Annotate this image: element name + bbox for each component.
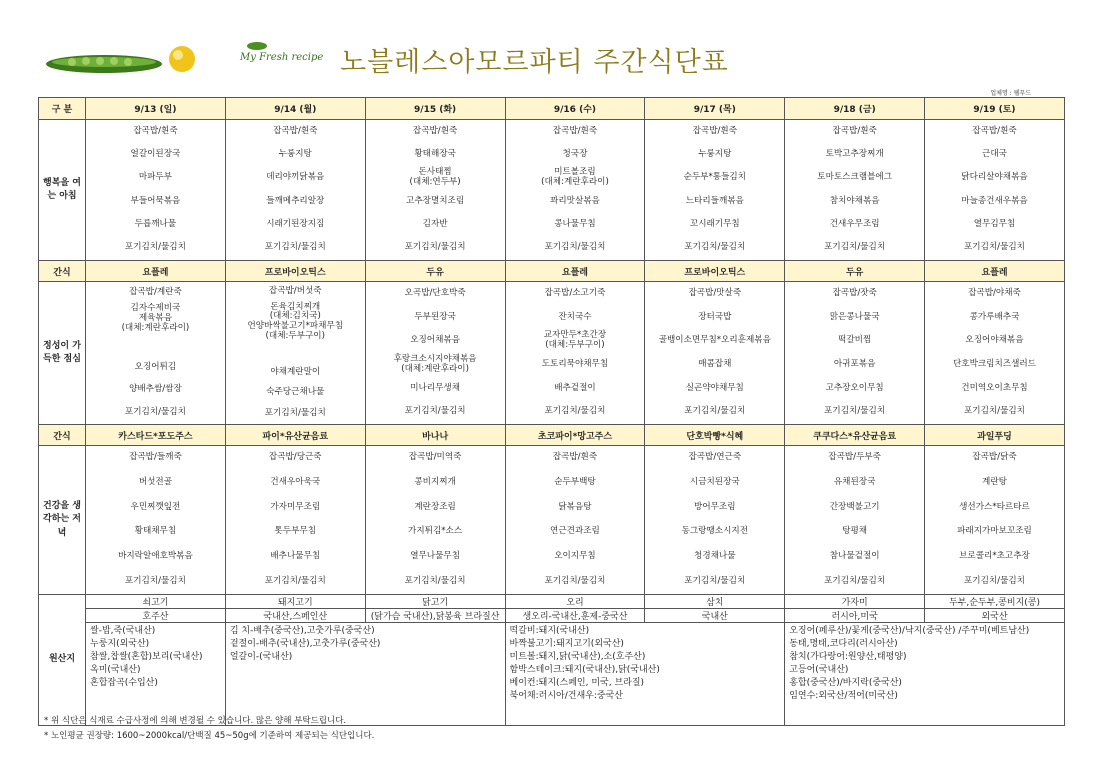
menu-item: 배추겉절이 [554, 382, 596, 393]
menu-item: 포기김치/물김치 [124, 575, 186, 586]
menu-item: 오징어채볶음 [410, 335, 461, 346]
menu-item: 포기김치/물김치 [684, 406, 746, 417]
origin-source: 국내산 [645, 609, 785, 623]
origin-detail: 김 치-배추(중국산),고춧가루(중국산) [229, 626, 375, 636]
menu-item: 고추장멸치조림 [406, 195, 465, 206]
lunch-day-cell [86, 282, 226, 425]
menu-item: 건미역오이초무침 [961, 382, 1028, 393]
menu-item: 맑은콩나물국 [829, 311, 880, 322]
menu-item: 잡곡밥/흰죽 [552, 125, 598, 136]
menu-item: 김자반 [422, 219, 448, 230]
origin-detail: 동태,명태,코다리(러시아산) [789, 639, 898, 649]
menu-item: 가지튀김*소스 [408, 526, 463, 537]
menu-item: 실곤약야채무침 [685, 382, 744, 393]
menu-item: 잡곡밥/흰죽 [972, 125, 1017, 136]
menu-item: 포기김치/물김치 [404, 242, 466, 253]
origin-category: 가자미 [785, 595, 925, 609]
menu-item: 야채계란말이 [270, 366, 321, 377]
menu-item [226, 342, 365, 363]
menu-item: 느타리들깨볶음 [685, 195, 744, 206]
origin-detail: 쌀-밥,죽(국내산) [90, 626, 156, 636]
origin-category: 닭고기 [365, 595, 505, 609]
leaf-icon [246, 40, 268, 52]
snack-item: 카스타드*포도주스 [86, 425, 226, 446]
menu-item: 연근견과조림 [550, 526, 600, 537]
menu-item: 우민찌깻잎전 [130, 501, 181, 512]
menu-item: 잡곡밥/야채죽 [968, 287, 1021, 298]
menu-item: 양배추쌈/쌈장 [129, 384, 182, 395]
menu-item: 포기김치/물김치 [404, 575, 466, 586]
menu-item: 부들어묵볶음 [130, 195, 181, 206]
menu-item: 포기김치/물김치 [264, 242, 326, 253]
menu-item: 시래기된장지짐 [266, 219, 325, 230]
snack-item: 두유 [785, 261, 925, 282]
menu-item: 버섯전골 [138, 477, 173, 488]
menu-item: 바지락알애호박볶음 [118, 551, 193, 562]
menu-item: 포기김치/물김치 [684, 575, 746, 586]
menu-item: 가자미무조림 [270, 501, 321, 512]
origin-source: 국내산,스페인산 [225, 609, 365, 623]
dinner-day-cell [925, 446, 1065, 595]
snack-label: 간식 [39, 261, 86, 282]
menu-item: 열무나물무침 [410, 551, 461, 562]
day-header: 9/15 (화) [365, 98, 505, 120]
origin-detail: 오징어(페루산)/꽃게(중국산)/낙지(중국산) /주꾸미(베트남산) [789, 626, 1030, 636]
menu-item: 잡곡밥/흰죽 [273, 125, 318, 136]
menu-item: 누룽지탕 [278, 149, 312, 160]
origin-detail: 북어채:러시아/건새우:중국산 [509, 691, 623, 701]
menu-item: 미나리무생채 [410, 382, 461, 393]
snack-item: 바나나 [365, 425, 505, 446]
menu-item: 닭다리살야채볶음 [961, 172, 1028, 183]
origin-category: 쇠고기 [86, 595, 226, 609]
menu-item: 황태해장국 [414, 149, 456, 160]
breakfast-label: 행복을 여는 아침 [39, 120, 86, 261]
origin-detail: 참쌀,찹쌀(혼합)보리(국내산) [90, 652, 203, 662]
dinner-day-cell [365, 446, 505, 595]
origin-detail: 겉절이-배추(국내산),고춧가루(중국산) [229, 639, 381, 649]
origin-detail: 미트볼:돼지,닭(국내산),소(호주산) [509, 652, 646, 662]
menu-item: 참치야채볶음 [829, 195, 880, 206]
menu-item: 잡곡밥/흰죽 [692, 125, 737, 136]
menu-item: 방어무조림 [694, 501, 736, 512]
menu-item: 잡곡밥/연근죽 [688, 452, 742, 463]
origin-source: 외국산 [925, 609, 1065, 623]
snack-item: 파이*유산균음료 [225, 425, 365, 446]
breakfast-day-cell [505, 120, 645, 261]
header-label: 구 분 [39, 98, 86, 120]
menu-item: 잡곡밥/당근죽 [268, 452, 322, 463]
menu-item: 떡갈비찜 [838, 335, 872, 346]
origin-detail: 얼갈이-(국내산) [229, 652, 293, 662]
menu-item: 콩비지찌개 [414, 477, 456, 488]
menu-item: 마늘종건새우볶음 [961, 195, 1028, 206]
menu-item: 단호박크림치즈샐러드 [952, 358, 1036, 369]
brand-name: My Fresh recipe [240, 52, 324, 63]
menu-item: 들깨메추리알장 [266, 195, 325, 206]
menu-item: 탕평채 [842, 526, 868, 537]
menu-item: 황태채무침 [134, 526, 177, 537]
page-title: 노블레스아모르파티 주간식단표 [340, 47, 729, 78]
menu-item: 잔치국수 [558, 311, 592, 322]
origin-detail: 바짝불고기:돼지고기(외국산) [509, 639, 624, 649]
origin-source: 러시아,미국 [785, 609, 925, 623]
snack-item: 초코파이*망고주스 [505, 425, 645, 446]
menu-item: 잡곡밥/들깨죽 [129, 452, 182, 463]
menu-item: 잡곡밥/닭죽 [972, 452, 1017, 463]
menu-item: 청경채나물 [694, 551, 736, 562]
menu-item: 열무김무침 [973, 219, 1016, 230]
origin-detail: 혼합잡곡(수입산) [90, 678, 158, 688]
menu-item: 오곡밥/단호박죽 [404, 287, 466, 298]
menu-item: 토마토스크램블에그 [817, 172, 892, 183]
menu-item: 간장백불고기 [829, 501, 880, 512]
snack-item: 과일푸딩 [925, 425, 1065, 446]
origin-detail: 베이컨:돼지(스페인, 미국, 브라질) [509, 678, 645, 688]
dinner-day-cell [86, 446, 226, 595]
menu-item: 김자수제비국 제육볶음 (대체:계란후라이) [121, 303, 190, 334]
menu-item: 데리야끼닭볶음 [266, 172, 325, 183]
menu-item: 아귀포볶음 [833, 358, 876, 369]
menu-item: 미트볼조림 (대체:계란후라이) [541, 167, 609, 188]
breakfast-day-cell [365, 120, 505, 261]
origin-detail: 고등어(국내산) [789, 665, 849, 675]
menu-item: 콩나물무침 [554, 219, 596, 230]
day-header: 9/18 (금) [785, 98, 925, 120]
menu-item: 누룽지탕 [698, 149, 732, 160]
snack-item: 요플레 [925, 261, 1065, 282]
green-pea-logo [42, 44, 212, 80]
snack-item: 요플레 [86, 261, 226, 282]
origin-detail: 홍합(중국산)/바지락(중국산) [789, 678, 902, 688]
menu-item: 얼갈이된장국 [130, 149, 181, 160]
menu-item: 잡곡밥/흰죽 [552, 452, 598, 463]
snack-item: 프로바이오틱스 [225, 261, 365, 282]
breakfast-day-cell [785, 120, 925, 261]
menu-item: 잡곡밥/흰죽 [133, 125, 178, 136]
menu-item: 후랑크소시지야채볶음 (대체:계란후라이) [393, 353, 477, 374]
snack-item: 요플레 [505, 261, 645, 282]
origin-detail-cell [785, 623, 1065, 726]
origin-source: 호주산 [86, 609, 226, 623]
menu-item: 장터국밥 [698, 311, 732, 322]
menu-item: 잡곡밥/흰죽 [832, 125, 877, 136]
menu-item: 계란탕 [982, 477, 1007, 488]
menu-item: 생선가스*타르타르 [959, 501, 1030, 512]
menu-item: 숙주당근채나물 [266, 387, 325, 398]
notes [44, 714, 374, 744]
menu-item: 포기김치/물김치 [684, 242, 746, 253]
menu-item: 포기김치/물김치 [963, 406, 1025, 417]
menu-item: 배추나물무침 [270, 551, 321, 562]
origin-detail: 떡갈비:돼지(국내산) [509, 626, 590, 636]
lunch-day-cell [225, 282, 365, 425]
lunch-label: 정성이 가득한 점심 [39, 282, 86, 425]
menu-item: 유채된장국 [833, 477, 876, 488]
company-label: 업체명 : 웰푸드 [990, 90, 1031, 97]
lunch-day-cell [785, 282, 925, 425]
snack-label: 간식 [39, 425, 86, 446]
lunch-day-cell [925, 282, 1065, 425]
menu-item: 포기김치/물김치 [124, 406, 186, 417]
menu-item: 시금치된장국 [689, 477, 740, 488]
menu-item: 잡곡밥/미역죽 [408, 452, 462, 463]
menu-item: 브로콜리*초고추장 [959, 551, 1030, 562]
snack-item: 프로바이오틱스 [645, 261, 785, 282]
menu-item: 골뱅이소면무침*오리훈제볶음 [658, 335, 771, 346]
menu-item: 계란장조림 [414, 501, 456, 512]
menu-item: 마파두부 [138, 172, 173, 183]
menu-item: 파래지가마보꼬조림 [957, 526, 1032, 537]
breakfast-day-cell [925, 120, 1065, 261]
menu-item: 건새우아욱국 [270, 477, 321, 488]
weekly-menu-table [38, 97, 1065, 726]
lunch-day-cell [645, 282, 785, 425]
breakfast-day-cell [86, 120, 226, 261]
menu-item: 교자만두*초간장 (대체:두부구이) [543, 330, 607, 351]
menu-item: 잡곡밥/맛살죽 [688, 287, 742, 298]
origin-category: 삼치 [645, 595, 785, 609]
origin-category: 두부,순두부,콩비지(콩) [925, 595, 1065, 609]
origin-source: (닭가슴 국내산),닭봉육 브라질산 [365, 609, 505, 623]
menu-item: 포기김치/물김치 [264, 575, 326, 586]
menu-item: 두릅깨나물 [134, 219, 177, 230]
menu-item: 포기김치/물김치 [544, 242, 606, 253]
menu-item: 포기김치/물김치 [824, 406, 886, 417]
menu-item: 포기김치/물김치 [824, 242, 886, 253]
menu-item: 포기김치/물김치 [404, 406, 466, 417]
menu-item: 포기김치/물김치 [124, 242, 186, 253]
day-header: 9/17 (목) [645, 98, 785, 120]
snack-item: 단호박빵*식혜 [645, 425, 785, 446]
menu-item: 오이지무침 [554, 551, 596, 562]
lunch-day-cell [365, 282, 505, 425]
menu-item: 돈사태찜 (대체:연두부) [409, 167, 461, 188]
menu-item: 두부된장국 [414, 311, 456, 322]
note-line: * 노인평균 권장량: 1600~2000kcal/단백질 45~50g에 기준하여 제공되는 식단입니다. [44, 731, 375, 741]
menu-item: 포기김치/물김치 [824, 575, 886, 586]
origin-detail: 옥미(국내산) [90, 665, 141, 675]
menu-item: 잡곡밥/흰죽 [412, 125, 458, 136]
day-header: 9/13 (일) [86, 98, 226, 120]
dinner-day-cell [645, 446, 785, 595]
menu-item: 순두부*통들김치 [683, 172, 746, 183]
snack-item: 쿠쿠다스*유산균음료 [785, 425, 925, 446]
origin-detail: 함박스테이크:돼지(국내산),닭(국내산) [509, 665, 660, 675]
menu-item: 오징어튀김 [134, 361, 177, 372]
origin-detail: 누룽지(외국산) [90, 639, 150, 649]
origin-detail-cell [86, 623, 226, 726]
menu-item: 잡곡밥/잣죽 [832, 287, 877, 298]
menu-item: 잡곡밥/두부죽 [828, 452, 881, 463]
menu-item: 동그랑땡소시지전 [681, 526, 748, 537]
origin-detail-cell [505, 623, 785, 726]
menu-item: 잡곡밥/소고기죽 [544, 287, 606, 298]
menu-item [86, 334, 225, 356]
menu-item: 잡곡밥/버섯죽 [268, 286, 322, 297]
menu-item: 포기김치/물김치 [264, 407, 326, 418]
menu-item: 톳두부무침 [274, 526, 317, 537]
dinner-day-cell [785, 446, 925, 595]
dinner-day-cell [505, 446, 645, 595]
menu-item: 고추장오이무침 [825, 382, 884, 393]
origin-source: 생오리-국내산,훈제-중국산 [505, 609, 645, 623]
origin-detail-cell [225, 623, 505, 726]
origin-detail: 임연수:외국산/적어(미국산) [789, 691, 898, 701]
origin-category: 오리 [505, 595, 645, 609]
menu-item: 포기김치/물김치 [544, 406, 606, 417]
day-header: 9/16 (수) [505, 98, 645, 120]
menu-item: 꽈리맛살볶음 [550, 195, 600, 206]
breakfast-day-cell [225, 120, 365, 261]
lunch-day-cell [505, 282, 645, 425]
menu-item: 청국장 [562, 149, 588, 160]
menu-item: 근대국 [982, 149, 1007, 160]
menu-item: 포기김치/물김치 [963, 575, 1025, 586]
menu-item: 돈육김치찌개 (대체:김치국) 언양바싹불고기*파채무침 (대체:두부구이) [247, 301, 344, 342]
menu-item: 매콤잡채 [698, 358, 732, 369]
menu-item: 건새우무조림 [829, 219, 880, 230]
menu-item: 포기김치/물김치 [544, 575, 606, 586]
snack-item: 두유 [365, 261, 505, 282]
menu-item: 토박고추장찌개 [825, 149, 884, 160]
origin-category: 돼지고기 [225, 595, 365, 609]
menu-item: 참나물겉절이 [829, 551, 880, 562]
day-header: 9/14 (월) [225, 98, 365, 120]
menu-item: 닭볶음탕 [558, 501, 592, 512]
menu-item: 순두부백탕 [554, 477, 596, 488]
note-line: * 위 식단은 식재료 수급사정에 의해 변경될 수 있습니다. 많은 양해 부탁드립니다. [44, 716, 347, 726]
origin-detail: 참치(가다랑어:원양산,태평양) [789, 652, 907, 662]
dinner-label: 건강을 생각하는 저녁 [39, 446, 86, 595]
menu-item: 포기김치/물김치 [963, 242, 1025, 253]
menu-item: 꼬시래기무침 [689, 219, 740, 230]
menu-item: 도토리묵야채무침 [541, 358, 609, 369]
dinner-day-cell [225, 446, 365, 595]
menu-item: 콩가루배추국 [969, 311, 1020, 322]
menu-item: 오징어야채볶음 [965, 335, 1024, 346]
menu-item: 잡곡밥/계란죽 [129, 287, 182, 298]
breakfast-day-cell [645, 120, 785, 261]
origin-label: 원산지 [39, 595, 86, 726]
day-header: 9/19 (토) [925, 98, 1065, 120]
